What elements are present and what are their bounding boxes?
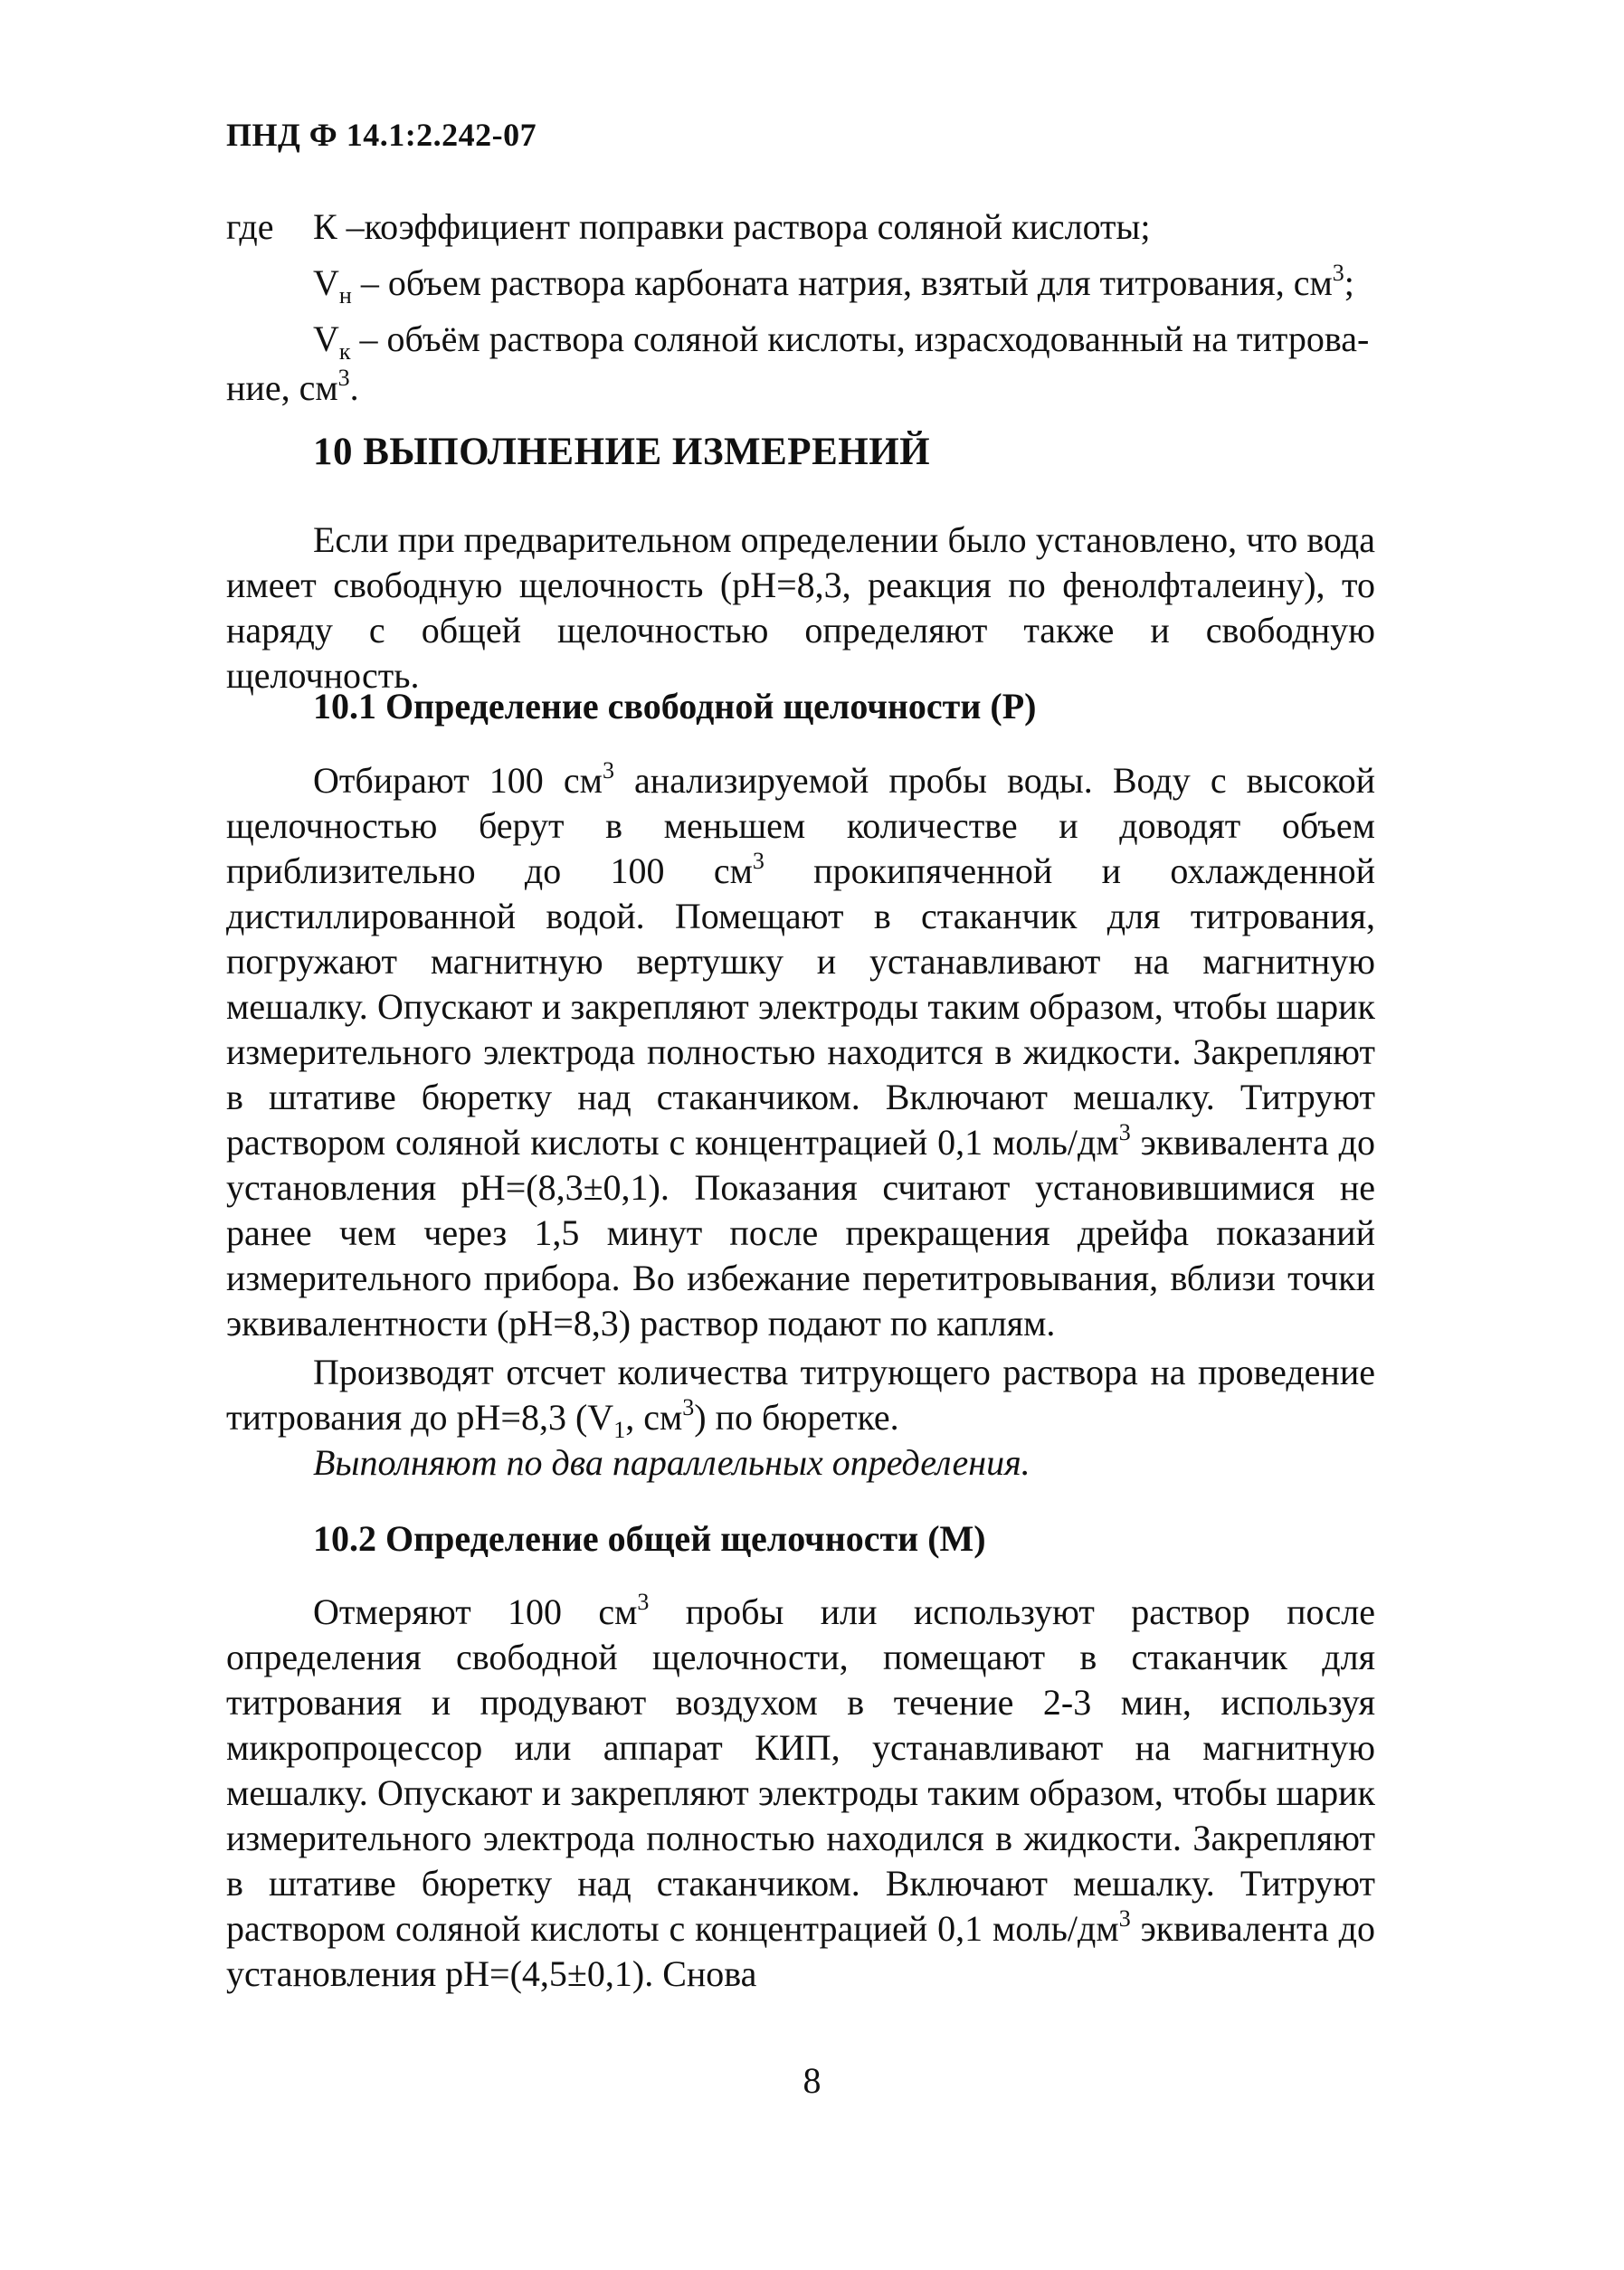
vk-cont: ние, см <box>226 367 338 408</box>
vk-superscript: 3 <box>337 364 350 391</box>
vn-symbol: V <box>313 262 339 303</box>
text-run: эквивалента до установления pH=(4,5±0,1). Снова <box>226 1908 1375 1994</box>
vk-end: . <box>349 367 359 408</box>
page-number: 8 <box>803 2060 821 2101</box>
text-run: Отмеряют 100 см <box>313 1591 638 1632</box>
section-10-2-paragraph-1 <box>226 1590 1375 1997</box>
section-10-1-paragraph-3: Выполняют по два параллельных определения. <box>313 1442 1030 1483</box>
definition-vk <box>313 317 1370 365</box>
section-10-1-paragraph-2 <box>226 1350 1375 1443</box>
definition-vk-continuation <box>226 366 359 411</box>
section-10-intro: Если при предварительном определении было установлено, что вода имеет свободную щелочность (pH=8,3, реакция по фенолфталеину), то наряду с общей щелочностью определяют также и свободную щелочность. <box>226 519 1375 696</box>
vn-subscript: н <box>338 282 352 309</box>
text-run: пробы или используют раствор после определения свободной щелочности, помещают в стаканчик для титрования и продувают воздухом в течение 2-3 мин, используя микропроцессор или аппарат КИП, устанавливают на магнитную мешалку. Опускают и закрепляют электроды таким образом, чтобы шарик измерительного электрода полностью находился в жидкости. Закрепляют в штативе бюретку над стаканчиком. Включают мешалку. Титруют раствором соляной кислоты с концентрацией 0,1 моль/дм <box>226 1591 1375 1949</box>
vn-text: – объем раствора карбоната натрия, взятый для титрования, см <box>351 262 1333 303</box>
vn-superscript: 3 <box>1332 259 1344 286</box>
superscript: 3 <box>637 1588 650 1615</box>
section-10-title: 10 ВЫПОЛНЕНИЕ ИЗМЕРЕНИЙ <box>313 431 931 473</box>
text-run: Производят отсчет количества титрующего раствора на проведение титрования до pH=8,3 (V <box>226 1352 1375 1438</box>
definition-vn <box>313 259 1354 309</box>
where-label: где <box>226 206 274 247</box>
document-code-header: ПНД Ф 14.1:2.242-07 <box>226 117 537 153</box>
superscript: 3 <box>752 847 765 874</box>
vk-symbol: V <box>313 318 339 359</box>
text-run: Отбирают 100 см <box>313 760 603 801</box>
section-10-1-title: 10.1 Определение свободной щелочности (Р) <box>313 686 1037 727</box>
section-10-2-title: 10.2 Определение общей щелочности (М) <box>313 1518 986 1559</box>
vk-text: – объём раствора соляной кислоты, израсходованный на титрова- <box>350 318 1370 359</box>
section-10-1-paragraph-1 <box>226 758 1375 1346</box>
definition-k: К –коэффициент поправки раствора соляной кислоты; <box>313 206 1151 247</box>
text-run: ) по бюретке. <box>694 1397 899 1438</box>
text-run: анализируемой пробы воды. Воду с высокой щелочностью берут в меньшем количестве и доводят объем приблизительно до 100 см <box>226 760 1375 891</box>
superscript: 3 <box>682 1393 695 1420</box>
text-run: эквивалента до установления pH=(8,3±0,1). Показания считают установившимися не ранее чем через 1,5 минут после прекращения дрейфа показаний измерительного прибора. Во избежание перетитровывания, вблизи точки эквивалентности (pH=8,3) раствор подают по каплям. <box>226 1122 1375 1344</box>
text-run: прокипяченной и охлажденной дистиллированной водой. Помещают в стаканчик для титрования, погружают магнитную вертушку и устанавливают на магнитную мешалку. Опускают и закрепляют электроды таким образом, чтобы шарик измерительного электрода полностью находится в жидкости. Закрепляют в штативе бюретку над стаканчиком. Включают мешалку. Титруют раствором соляной кислоты с концентрацией 0,1 моль/дм <box>226 850 1375 1163</box>
superscript: 3 <box>1118 1904 1131 1932</box>
superscript: 3 <box>1118 1118 1131 1145</box>
text-run: , см <box>625 1397 683 1438</box>
superscript: 3 <box>602 756 614 784</box>
vn-end: ; <box>1344 262 1354 303</box>
vk-subscript: к <box>338 338 351 365</box>
subscript: 1 <box>613 1417 626 1443</box>
